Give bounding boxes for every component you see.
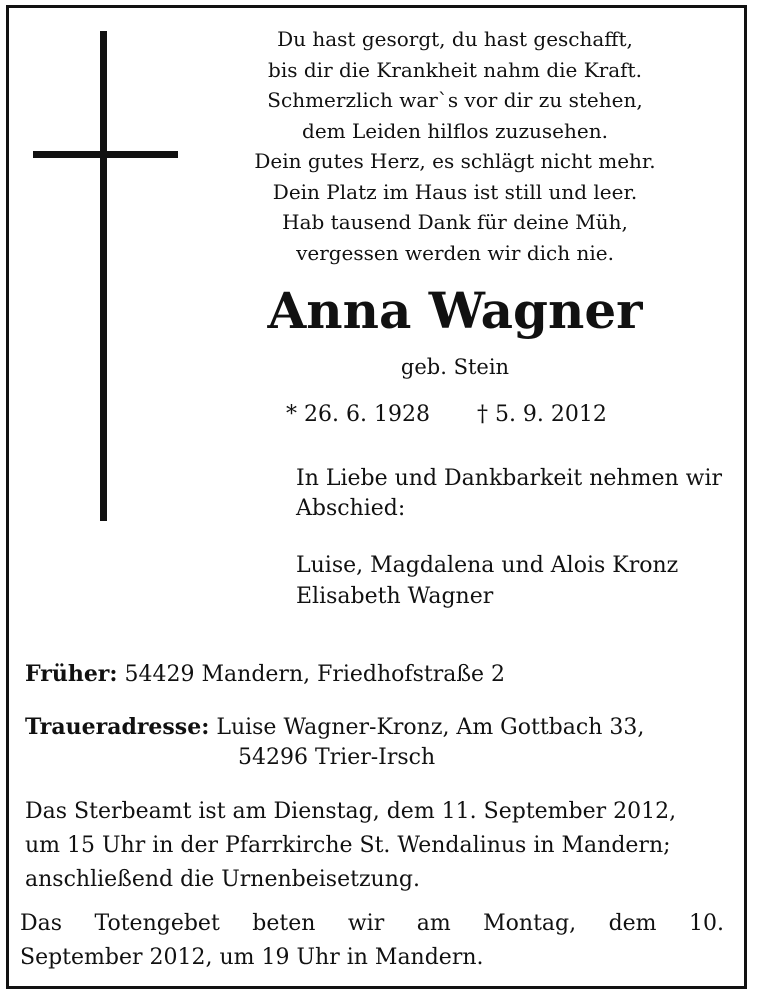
birth-name: geb. Stein (400, 355, 510, 379)
former-address-label: Früher: (25, 661, 118, 687)
poem-line: bis dir die Krankheit nahm die Kraft. (268, 57, 642, 82)
mourners-list (296, 550, 736, 612)
mourner-line: Luise, Magdalena und Alois Kronz (296, 553, 679, 578)
mourning-address-line2: 54296 Trier-Irsch (238, 745, 436, 770)
former-address-value: 54429 Mandern, Friedhofstraße 2 (124, 662, 506, 687)
poem-line: Schmerzlich war`s vor dir zu stehen, (267, 88, 643, 112)
mourner-line: Elisabeth Wagner (296, 584, 494, 609)
deceased-name: Anna Wagner (267, 281, 643, 340)
service-line: um 15 Uhr in der Pfarrkirche St. Wendalinus in Mandern; (25, 833, 671, 858)
cross-icon-horizontal-bar (33, 151, 178, 158)
cross-icon-vertical-bar (100, 31, 107, 521)
mourning-address-label: Traueradresse: (25, 714, 210, 740)
prayer-line: September 2012, um 19 Uhr in Mandern. (20, 945, 484, 970)
service-line: Das Sterbeamt ist am Dienstag, dem 11. September 2012, (25, 799, 677, 824)
life-dates (286, 400, 607, 430)
mourning-address-line1: Luise Wagner-Kronz, Am Gottbach 33, (216, 715, 645, 740)
prayer-line: Das Totengebet beten wir am Montag, dem 10. (20, 911, 724, 936)
service-line: anschließend die Urnenbeisetzung. (25, 867, 420, 892)
former-address (25, 659, 505, 690)
prayer-info (20, 907, 724, 975)
birth-date: * 26. 6. 1928 (286, 402, 430, 427)
memorial-poem (225, 24, 685, 268)
farewell-text: In Liebe und Dankbarkeit nehmen wir Abschied: (296, 466, 723, 521)
funeral-service-info (25, 795, 745, 897)
mourning-address (25, 712, 644, 773)
poem-line: Du hast gesorgt, du hast geschafft, (277, 27, 633, 51)
poem-line: dem Leiden hilflos zuzusehen. (302, 118, 608, 143)
poem-line: Hab tausend Dank für deine Müh, (282, 210, 628, 234)
poem-line: vergessen werden wir dich nie. (296, 240, 614, 265)
death-date: † 5. 9. 2012 (476, 402, 607, 427)
poem-line: Dein gutes Herz, es schlägt nicht mehr. (254, 149, 656, 173)
poem-line: Dein Platz im Haus ist still und leer. (272, 179, 638, 204)
